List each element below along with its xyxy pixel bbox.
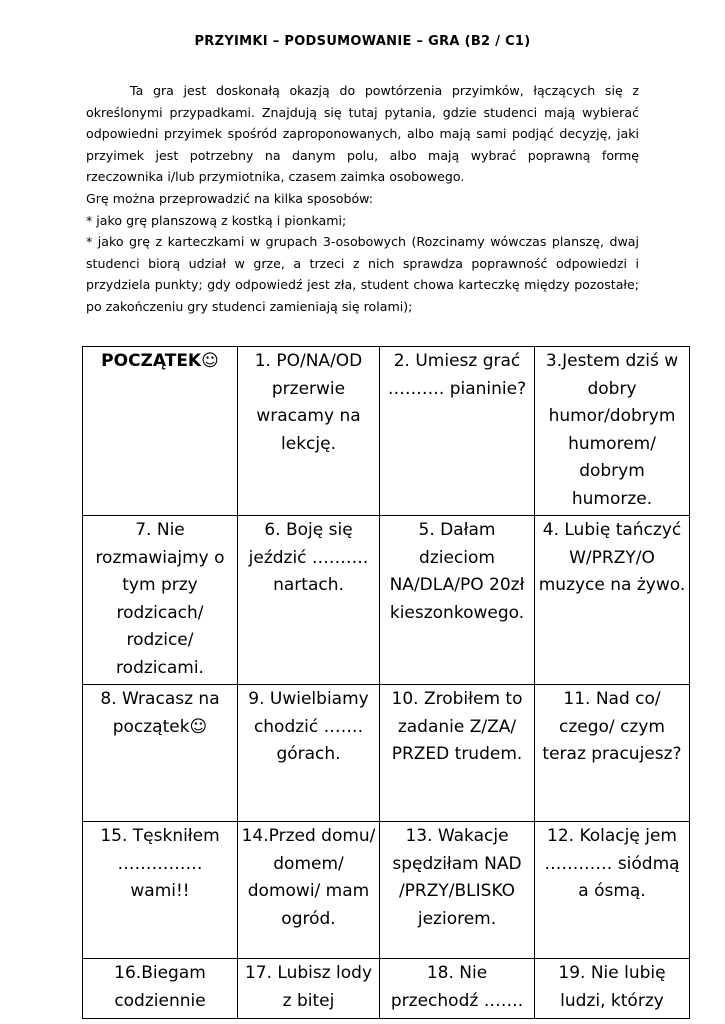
board-row	[83, 516, 690, 685]
page-title: PRZYIMKI – PODSUMOWANIE – GRA (B2 / C1)	[194, 34, 531, 49]
game-board	[82, 346, 690, 1019]
board-cell: 2. Umiesz grać ………. pianinie?	[380, 347, 535, 516]
board-cell: 13. Wakacje spędziłam NAD /PRZY/BLISKO jeziorem.	[380, 822, 535, 959]
intro-text	[86, 80, 639, 318]
intro-paragraph-4: * jako grę z karteczkami w grupach 3-osobowych (Rozcinamy wówczas planszę, dwaj studenci biorą udział w grze, a trzeci z nich sprawdza poprawność odpowiedzi i przydziela punkty; gdy odpowiedź jest zła, student chowa karteczkę między pozostałe; po zakończeniu gry studenci zamieniają się rolami);	[86, 234, 639, 314]
board-cell: 8. Wracasz na początek☺	[83, 685, 238, 822]
board-cell: 18. Nie przechodź …….	[380, 959, 535, 1019]
board-cell: 16.Biegam codziennie	[83, 959, 238, 1019]
intro-paragraph-1: Ta gra jest doskonałą okazją do powtórzenia przyimków, łączących się z określonymi przypadkami. Znajdują się tutaj pytania, gdzie studenci mają wybierać odpowiedni przyimek spośród zaproponowanych, albo mają sami podjąć decyzję, jaki przyimek jest potrzebny na danym polu, albo mają wybrać poprawną formę rzeczownika i/lub przymiotnika, czasem zaimka osobowego.	[86, 83, 639, 185]
board-row	[83, 959, 690, 1019]
board-row	[83, 685, 690, 822]
board-cell: 7. Nie rozmawiajmy o tym przy rodzicach/ rodzice/ rodzicami.	[83, 516, 238, 685]
board-cell: 1. PO/NA/OD przerwie wracamy na lekcję.	[238, 347, 380, 516]
intro-paragraph-3: * jako grę planszową z kostką i pionkami;	[86, 212, 347, 228]
board-cell: 9. Uwielbiamy chodzić ……. górach.	[238, 685, 380, 822]
board-cell-start: POCZĄTEK☺	[83, 347, 238, 516]
board-cell: 10. Zrobiłem to zadanie Z/ZA/ PRZED trudem.	[380, 685, 535, 822]
board-row	[83, 347, 690, 516]
board-cell: 12. Kolację jem ………… siódmą a ósmą.	[535, 822, 690, 959]
intro-paragraph-2: Grę można przeprowadzić na kilka sposobów:	[86, 190, 374, 206]
board-cell: 17. Lubisz lody z bitej	[238, 959, 380, 1019]
board-cell: 14.Przed domu/ domem/ domowi/ mam ogród.	[238, 822, 380, 959]
board-cell: 4. Lubię tańczyć W/PRZY/O muzyce na żywo.	[535, 516, 690, 685]
board-cell: 6. Boję się jeździć ………. nartach.	[238, 516, 380, 685]
board-cell: 11. Nad co/ czego/ czym teraz pracujesz?	[535, 685, 690, 822]
board-cell: 15. Tęskniłem …………… wami!!	[83, 822, 238, 959]
board-cell: 19. Nie lubię ludzi, którzy	[535, 959, 690, 1019]
board-row	[83, 822, 690, 959]
board-cell: 5. Dałam dzieciom NA/DLA/PO 20zł kieszonkowego.	[380, 516, 535, 685]
board-cell: 3.Jestem dziś w dobry humor/dobrym humorem/ dobrym humorze.	[535, 347, 690, 516]
